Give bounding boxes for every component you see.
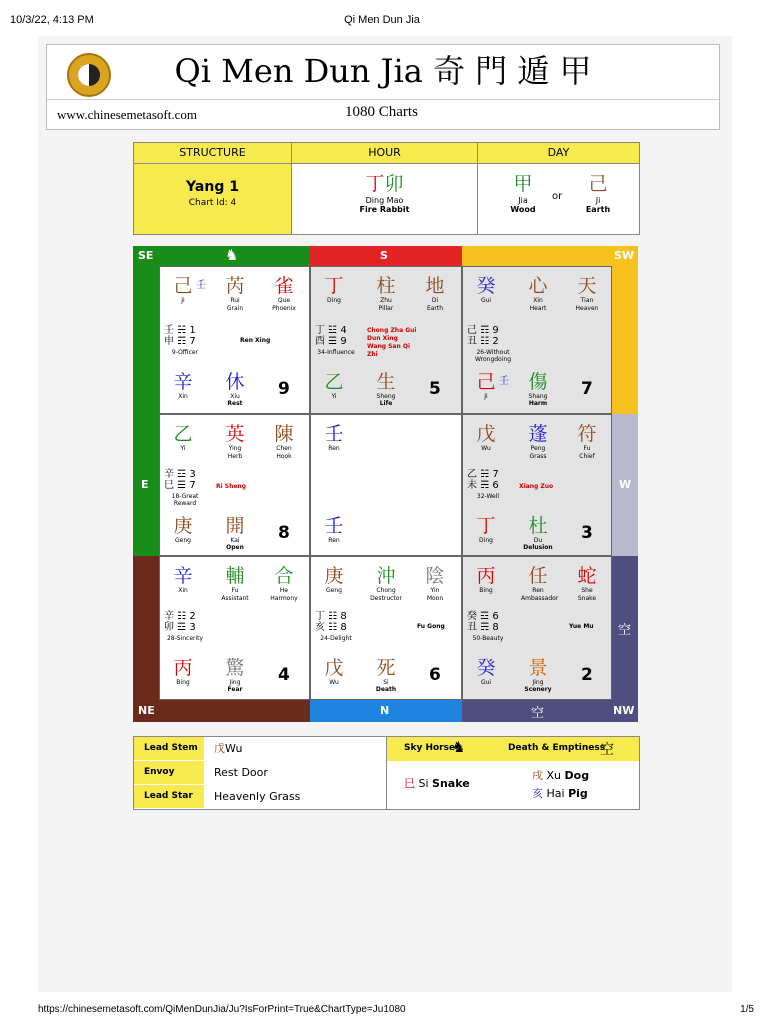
palace-s: 丁 Ding 柱 Zhu Pillar 地 Di Earth 丁 ☳ 4 酉 ☰ 9 34-Influence Chong Zha Gui Dun Xing Wang San Qi Zhi 乙 Yi 生 Sheng Life 5 — [310, 266, 462, 414]
palace-nw: 丙 Bing 任 Ren Ambassador 蛇 She Snake 癸 ☲ 6 丑 ☴ 8 50-Beauty Yue Mu 癸 Gui 景 Jing Scenery 2 — [462, 556, 612, 700]
print-url: https://chinesemetasoft.com/QiMenDunJia/Ju?IsForPrint=True&ChartType=Ju1080 — [38, 1004, 406, 1015]
sky-horse-value: 巳 Si Snake — [404, 777, 470, 790]
chart-id: Chart Id: 4 — [188, 198, 237, 208]
nw-emptiness-icon: 空 — [531, 706, 545, 721]
sky-horse-label: Sky Horse — [404, 743, 456, 753]
death-emptiness-label: Death & Emptiness — [508, 743, 606, 753]
chart-sheet — [38, 36, 732, 992]
dir-nw: NW — [613, 704, 635, 717]
sky-horse-icon: ♞ — [225, 246, 239, 264]
palace-se: 己 Ji 壬 芮 Rui Grain 雀 Que Phoenix 壬 ☵ 1 申 ☶ 7 9-Officer Ren Xing 辛 Xin 休 Xiu Rest 9 — [159, 266, 310, 414]
lead-stem-label: Lead Stem — [134, 737, 204, 760]
envoy-label: Envoy — [134, 761, 204, 784]
day-cell — [478, 169, 639, 229]
hour-name: Fire Rabbit — [359, 205, 410, 214]
page-title: Qi Men Dun Jia 奇 門 遁 甲 — [174, 52, 592, 90]
lead-star-label: Lead Star — [134, 785, 204, 808]
day-pinyin-1: Jia — [518, 196, 528, 205]
qimen-board — [133, 246, 638, 722]
day-element-1: Wood — [510, 205, 536, 214]
hour-header: HOUR — [292, 143, 477, 164]
sky-horse-legend-icon: ♞ — [452, 738, 466, 756]
hour-cell — [292, 169, 477, 214]
chart-type-label: 1080 Charts — [345, 104, 418, 120]
banner — [46, 44, 720, 130]
envoy-value: Rest Door — [214, 766, 268, 779]
w-emptiness-icon: 空 — [618, 623, 632, 638]
hour-branch: 卯 — [384, 173, 404, 195]
dir-ne: NE — [138, 704, 155, 717]
lead-stem-value: 戊Wu — [214, 742, 243, 755]
dir-e: E — [141, 478, 149, 491]
palace-ne: 辛 Xin 輔 Fu Assistant 合 He Harmony 辛 ☷ 2 卯 ☲ 3 28-Sincerity 丙 Bing 驚 Jing Fear 4 — [159, 556, 310, 700]
day-header: DAY — [478, 143, 639, 164]
hour-stem: 丁 — [365, 173, 385, 195]
print-header — [10, 14, 754, 30]
dir-s: S — [380, 249, 388, 262]
day-stem-2: 己 — [588, 173, 608, 195]
palace-e: 乙 Yi 英 Ying Herb 陳 Chen Hook 辛 ☲ 3 巳 ☰ 7 18-Great Reward Ri Sheng 庚 Geng 開 Kai Open 8 — [159, 414, 310, 556]
death-value-2: 亥 Hai Pig — [532, 787, 588, 800]
day-pinyin-2: Ji — [595, 196, 601, 205]
chart-info-table — [133, 142, 640, 235]
structure-header: STRUCTURE — [134, 143, 291, 164]
site-link[interactable]: www.chinesemetasoft.com — [57, 107, 197, 122]
legend-table — [133, 736, 640, 810]
palace-n: 庚 Geng 沖 Chong Destructor 陰 Yin Moon 丁 ☷ 8 亥 ☷ 8 24-Delight Fu Gong 戊 Wu 死 Si Death 6 — [310, 556, 462, 700]
print-page: 1/5 — [740, 1004, 754, 1015]
lead-star-value: Heavenly Grass — [214, 790, 301, 803]
emptiness-icon: 空 — [600, 742, 614, 758]
hour-pinyin: Ding Mao — [365, 196, 404, 205]
print-datetime: 10/3/22, 4:13 PM — [10, 14, 94, 26]
palace-center: 壬 Ren 壬 Ren — [310, 414, 462, 556]
dir-se: SE — [138, 249, 154, 262]
dir-w: W — [619, 478, 632, 491]
death-value-1: 戌 Xu Dog — [532, 769, 590, 782]
dir-n: N — [380, 704, 390, 717]
day-or: or — [552, 191, 563, 202]
print-title: Qi Men Dun Jia — [344, 14, 420, 26]
palace-w: 戊 Wu 蓬 Peng Grass 符 Fu Chief 乙 ☵ 7 未 ☴ 6 32-Well Xiang Zuo 丁 Ding 杜 Du Delusion 3 — [462, 414, 612, 556]
structure-cell — [134, 164, 291, 234]
palace-sw: 癸 Gui 心 Xin Heart 天 Tian Heaven 己 ☶ 9 丑 ☷ 2 26-Without Wrongdoing 己 Ji 壬 傷 Shang Harm 7 — [462, 266, 612, 414]
dir-sw: SW — [614, 249, 635, 262]
structure-value: Yang 1 — [186, 179, 239, 195]
day-stem-1: 甲 — [513, 173, 533, 195]
day-element-2: Earth — [585, 205, 611, 214]
print-footer — [38, 1004, 754, 1018]
